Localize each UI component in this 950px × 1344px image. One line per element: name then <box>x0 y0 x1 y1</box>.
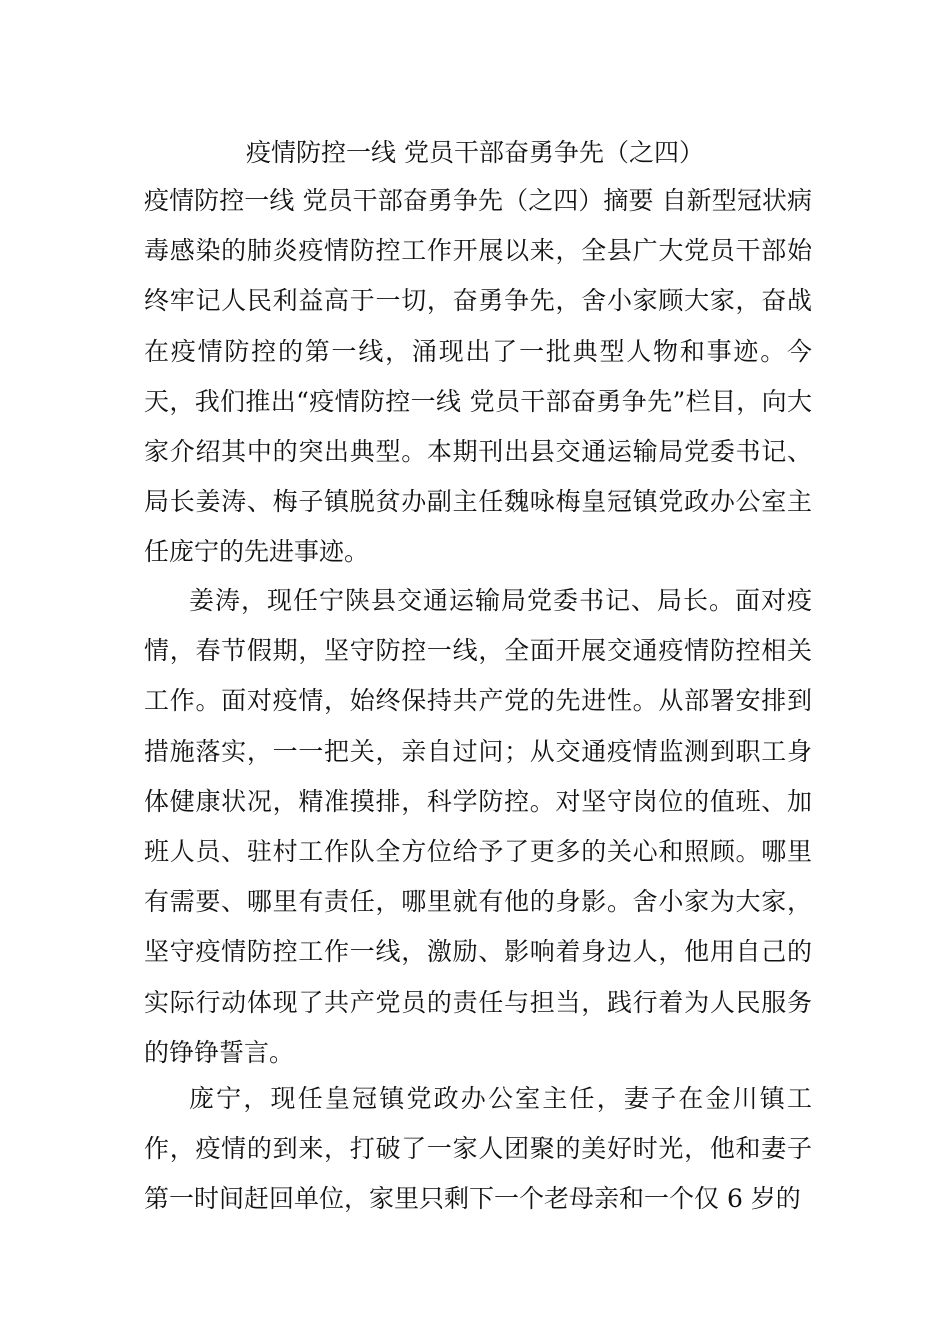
jiang-tao-paragraph: 姜涛，现任宁陕县交通运输局党委书记、局长。面对疫情，春节假期，坚守防控一线，全面开展交通疫情防控相关工作。面对疫情，始终保持共产党的先进性。从部署安排到措施落实，一一把关，亲自过问；从交通疫情监测到职工身体健康状况，精准摸排，科学防控。对坚守岗位的值班、加班人员、驻村工作队全方位给予了更多的关心和照顾。哪里有需要、哪里有责任，哪里就有他的身影。舍小家为大家，坚守疫情防控工作一线，激励、影响着身边人，他用自己的实际行动体现了共产党员的责任与担当，践行着为人民服务的铮铮誓言。 <box>144 586 812 1067</box>
document-title: 疫情防控一线 党员干部奋勇争先（之四） <box>246 138 704 167</box>
pang-ning-paragraph: 庞宁，现任皇冠镇党政办公室主任，妻子在金川镇工作，疫情的到来，打破了一家人团聚的美好时光，他和妻子第一时间赶回单位，家里只剩下一个老母亲和一个仅 6 岁的 <box>144 1084 812 1214</box>
summary-paragraph: 疫情防控一线 党员干部奋勇争先（之四）摘要 自新型冠状病毒感染的肺炎疫情防控工作开展以来，全县广大党员干部始终牢记人民利益高于一切，奋勇争先，舍小家顾大家，奋战在疫情防控的第一线，涌现出了一批典型人物和事迹。今天，我们推出“疫情防控一线 党员干部奋勇争先”栏目，向大家介绍其中的突出典型。本期刊出县交通运输局党委书记、局长姜涛、梅子镇脱贫办副主任魏咏梅皇冠镇党政办公室主任庞宁的先进事迹。 <box>144 186 812 567</box>
